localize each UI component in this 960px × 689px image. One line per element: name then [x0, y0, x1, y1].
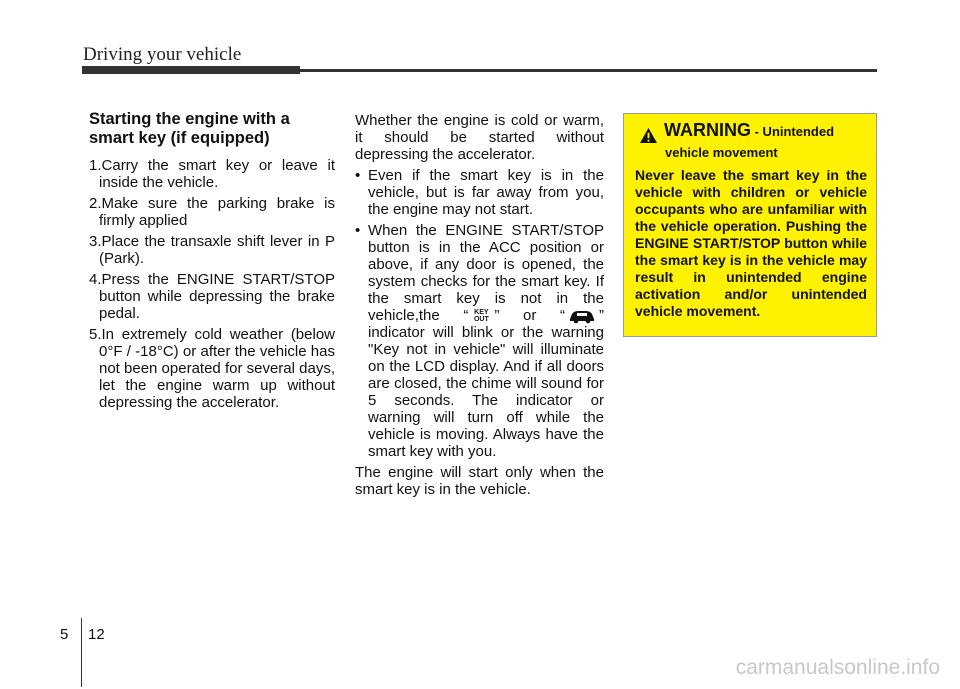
step-text: In extremely cold weather (below 0°F / -18°C) or after the vehicle has not been operated for several days, let the engine warm up without depressing the accelerator. [99, 326, 335, 411]
list-item [89, 271, 335, 322]
warning-subtitle-line2: vehicle movement [665, 145, 778, 160]
list-item [89, 326, 335, 411]
step-text: Carry the smart key or leave it inside the vehicle. [99, 157, 335, 191]
list-item [355, 222, 604, 460]
list-item [355, 167, 604, 218]
warning-box [623, 113, 877, 337]
step-number: 5. [89, 326, 102, 343]
car-key-indicator-icon [567, 308, 597, 324]
step-number: 1. [89, 157, 102, 174]
page-header-title: Driving your vehicle [83, 44, 242, 65]
key-out-icon [470, 309, 492, 323]
bullet-text: ” indicator will blink or the warning "Key not in vehicle" will illuminate on the LCD display. And if all doors are closed, the chime will sound for 5 seconds. The indicator or warning will turn off while the vehicle is moving. Always have the smart key with you. [368, 307, 604, 461]
list-item [89, 157, 335, 191]
outro-paragraph: The engine will start only when the smart key is in the vehicle. [355, 464, 604, 499]
warning-label: WARNING [664, 120, 751, 140]
page-number: 12 [88, 626, 105, 643]
bullet-text: ” or “ [494, 307, 565, 324]
step-text: Make sure the parking brake is firmly applied [99, 195, 335, 229]
watermark: carmanualsonline.info [735, 656, 940, 679]
warning-triangle-icon [639, 127, 658, 144]
steps-list [89, 157, 335, 411]
header-rule-thick [82, 66, 300, 74]
bullet-dot: • [355, 167, 361, 184]
list-item [89, 233, 335, 267]
step-number: 2. [89, 195, 102, 212]
warning-subtitle: - Unintended [751, 124, 835, 139]
warning-title [664, 122, 834, 140]
intro-paragraph: Whether the engine is cold or warm, it should be started without depressing the accelerator. [355, 112, 604, 163]
bullet-text: When the ENGINE START/STOP button is in the ACC position or above, if any door is opened, the system checks for the smart key. If the smart key is not in the vehicle,the “ [368, 222, 604, 324]
key-out-icon-bottom: OUT [473, 316, 489, 324]
left-column [89, 110, 335, 415]
key-out-icon-top: KEY [474, 309, 489, 317]
bullet-text: Even if the smart key is in the vehicle, but is far away from you, the engine may not start. [368, 167, 604, 218]
step-text: Press the ENGINE START/STOP button while depressing the brake pedal. [99, 271, 335, 322]
section-heading: Starting the engine with a smart key (if equipped) [89, 110, 290, 147]
list-item [89, 195, 335, 229]
warning-header [635, 122, 867, 144]
page-number-divider [81, 618, 82, 687]
warning-body: Never leave the smart key in the vehicle with children or vehicle occupants who are unfamiliar with the vehicle operation. Pushing the ENGINE START/STOP button while the smart key is in the vehicle may result in unintended engine activation and/or unintended vehicle movement. [635, 167, 867, 319]
middle-column [355, 112, 604, 502]
header-rule-thin [300, 69, 877, 72]
bullet-dot: • [355, 222, 361, 239]
step-number: 4. [89, 271, 102, 288]
bullet-list [355, 167, 604, 460]
step-text: Place the transaxle shift lever in P (Park). [99, 233, 335, 267]
step-number: 3. [89, 233, 102, 250]
chapter-number: 5 [60, 626, 69, 643]
